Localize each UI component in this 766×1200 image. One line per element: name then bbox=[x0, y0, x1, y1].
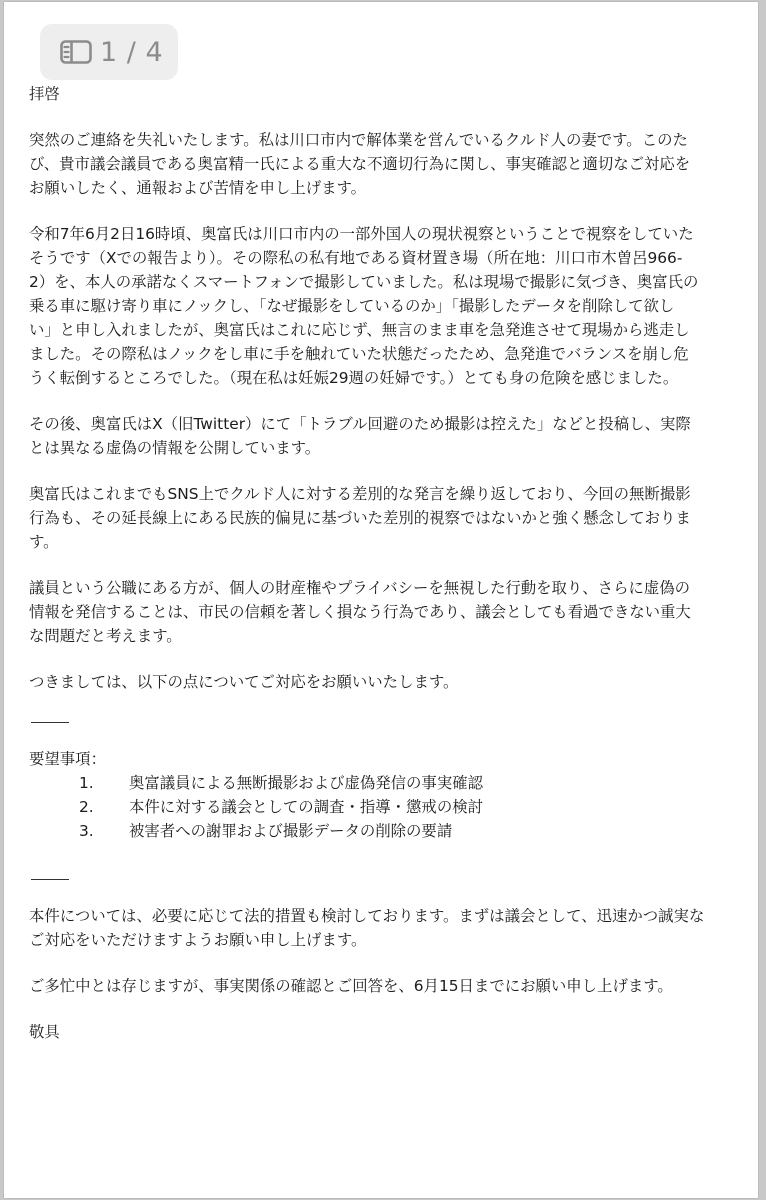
text-line: とは異なる虚偽の情報を公開しています。 bbox=[29, 439, 321, 457]
document-page bbox=[4, 2, 758, 1198]
list-item bbox=[29, 819, 741, 843]
text-line: び、貴市議会議員である奥富精一氏による重大な不適切行為に関し、事実確認と適切なご対応を bbox=[29, 155, 691, 173]
list-number: 1. bbox=[79, 774, 94, 792]
page-indicator[interactable] bbox=[40, 24, 178, 80]
list-text: 奥富議員による無断撮影および虚偽発信の事実確認 bbox=[129, 774, 483, 792]
paragraph-public-office bbox=[29, 576, 741, 648]
paragraph-deadline: ご多忙中とは存じますが、事実関係の確認とご回答を、6月15日までにお願い申し上げます。 bbox=[29, 977, 673, 995]
list-item bbox=[29, 795, 741, 819]
page-count: 1 / 4 bbox=[100, 36, 164, 68]
list-number: 3. bbox=[79, 822, 94, 840]
text-line: 議員という公職にある方が、個人の財産権やプライバシーを無視した行動を取り、さらに虚偽の bbox=[29, 579, 691, 597]
text-line: す。 bbox=[29, 533, 59, 551]
paragraph-discrimination bbox=[29, 482, 741, 554]
text-line: 本件については、必要に応じて法的措置も検討しております。まずは議会として、迅速かつ誠実な bbox=[29, 907, 705, 925]
list-item bbox=[29, 771, 741, 795]
greeting: 拝啓 bbox=[29, 85, 60, 103]
paragraph-legal bbox=[29, 904, 741, 952]
text-line: そうです（Xでの報告より）。その際私の私有地である資材置き場（所在地：川口市木曽呂966- bbox=[29, 249, 683, 267]
text-line: 2）を、本人の承諾なくスマートフォンで撮影していました。私は現場で撮影に気づき、奥富氏の bbox=[29, 273, 699, 291]
list-text: 本件に対する議会としての調査・指導・懲戒の検討 bbox=[129, 798, 483, 816]
text-line: お願いしたく、通報および苦情を申し上げます。 bbox=[29, 179, 367, 197]
divider bbox=[31, 722, 69, 723]
requests-list bbox=[29, 771, 741, 843]
paragraph-incident bbox=[29, 222, 741, 390]
paragraph-intro bbox=[29, 128, 741, 200]
text-line: ました。その際私はノックをし車に手を触れていた状態だったため、急発進でバランスを崩し危 bbox=[29, 345, 689, 363]
requests-heading: 要望事項： bbox=[29, 750, 106, 768]
paragraph-false-post bbox=[29, 412, 741, 460]
list-text: 被害者への謝罪および撮影データの削除の要請 bbox=[129, 822, 453, 840]
text-line: な問題だと考えます。 bbox=[29, 627, 182, 645]
paragraph-request-intro: つきましては、以下の点についてご対応をお願いいたします。 bbox=[29, 673, 459, 691]
text-line: 突然のご連絡を失礼いたします。私は川口市内で解体業を営んでいるクルド人の妻です。このた bbox=[29, 131, 688, 149]
text-line: い」と申し入れましたが、奥富氏はこれに応じず、無言のまま車を急発進させて現場から逃走し bbox=[29, 321, 690, 339]
list-number: 2. bbox=[79, 798, 94, 816]
text-line: 行為も、その延長線上にある民族的偏見に基づいた差別的視察ではないかと強く懸念しておりま bbox=[29, 509, 691, 527]
text-line: その後、奥富氏はX（旧Twitter）にて「トラブル回避のため撮影は控えた」などと投稿し、実際 bbox=[29, 415, 691, 433]
text-line: 奥富氏はこれまでもSNS上でクルド人に対する差別的な発言を繰り返しており、今回の無断撮影 bbox=[29, 485, 691, 503]
text-line: ご対応をいただけますようお願い申し上げます。 bbox=[29, 931, 367, 949]
letter-body bbox=[29, 82, 741, 1044]
text-line: 乗る車に駆け寄り車にノックし、「なぜ撮影をしているのか」「撮影したデータを削除して欲し bbox=[29, 297, 675, 315]
divider bbox=[31, 879, 69, 880]
sidebar-toggle-icon[interactable] bbox=[60, 40, 92, 64]
text-line: 情報を発信することは、市民の信頼を著しく損なう行為であり、議会としても看過できない重大 bbox=[29, 603, 691, 621]
text-line: うく転倒するところでした。（現在私は妊娠29週の妊婦です。）とても身の危険を感じました。 bbox=[29, 369, 679, 387]
closing: 敬具 bbox=[29, 1023, 60, 1041]
text-line: 令和7年6月2日16時頃、奥富氏は川口市内の一部外国人の現状視察ということで視察をしていた bbox=[29, 225, 694, 243]
